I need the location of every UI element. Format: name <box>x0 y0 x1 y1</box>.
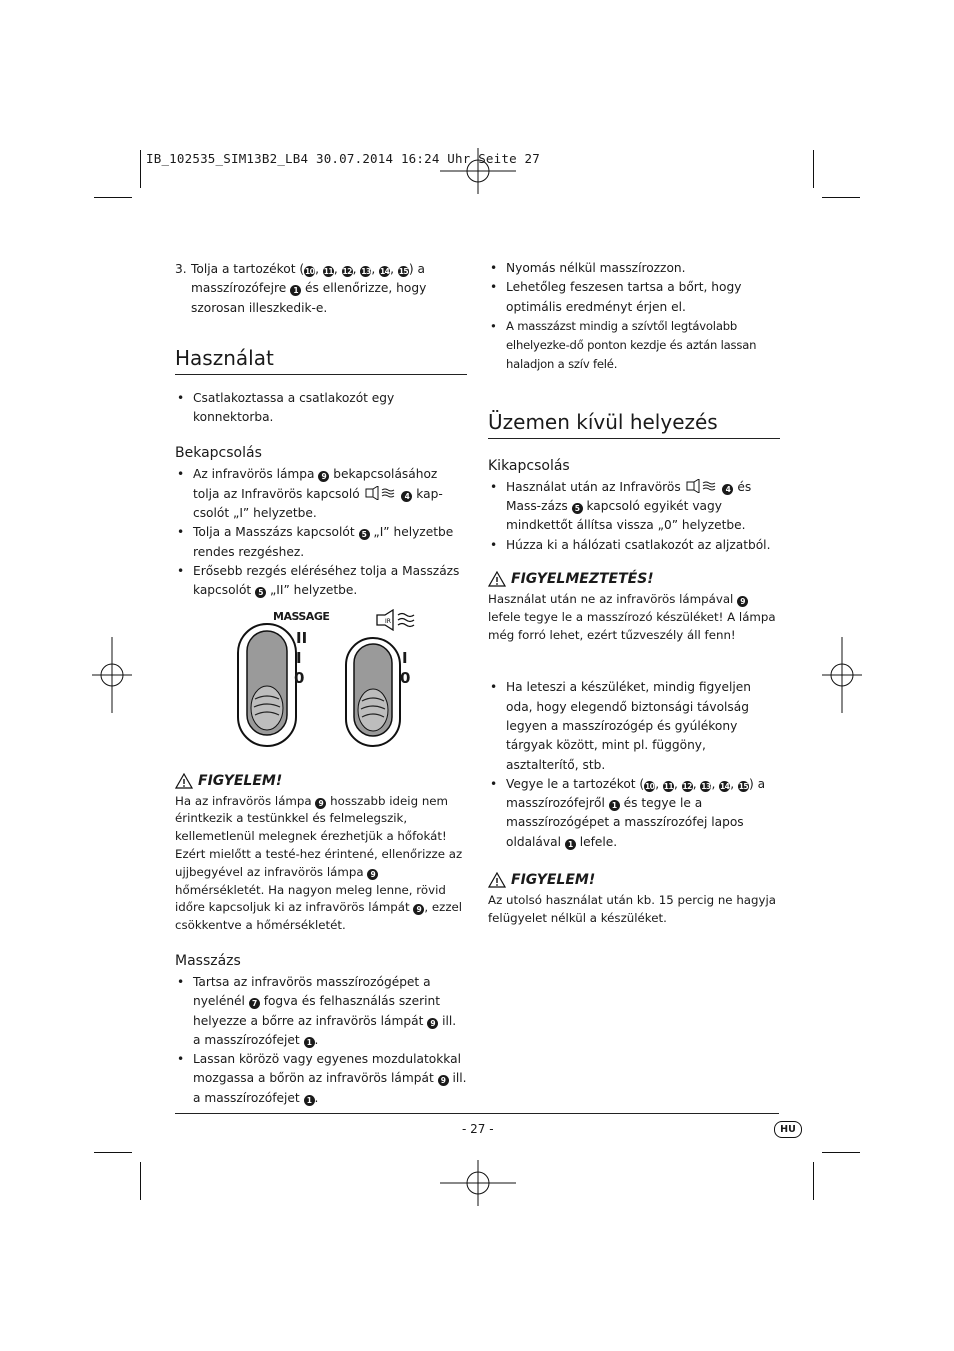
crop-mark <box>94 197 132 198</box>
list-item: • Tartsa az infravörös masszírozógépet a nyelénél 7 fogva és felhasználás szerint helyezze a bőrre az infravörös lámpát 9 ill. a masszírozófejet 1 . <box>175 973 467 1050</box>
list-item: • Nyomás nélkül masszírozzon. <box>488 259 780 278</box>
warning-text: Használat után ne az infravörös lámpával 9 lefele tegye le a masszírozó készüléket! A lámpa még forró lehet, ezért tűzveszély áll fenn! <box>488 591 776 642</box>
warning-text: Ha az infravörös lámpa 9 hosszabb ideig nem érintkezik a testünkkel és felmelegszik, kellemetlenül melegnek érezhetjük a hőfokát! Ezért mielőtt a testé-hez érintené, ellenőrizze az ujjbegyével az infravörös lámpa 9 hőmérsékletét. Ha nagyon meleg lenne, rövid időre kapcsoljuk ki az infravörös lámpát 9 , ezzel csökkentve a hőmérsékletét. <box>175 793 463 933</box>
step-3: 3. Tolja a tartozékot (10, 11, 12, 13, 14, 15) a masszírozófejre 1 és ellenőrizze, hogy szorosan illeszkedik-e. <box>175 262 427 315</box>
crop-mark <box>140 150 141 188</box>
list-item: • Csatlakoztassa a csatlakozót egy konnektorba. <box>175 389 467 428</box>
subsection-title-switch-off: Kikapcsolás <box>488 457 570 474</box>
footer-rule <box>175 1113 779 1114</box>
registration-mark-icon <box>440 1160 516 1206</box>
infrared-symbol-icon <box>375 609 419 631</box>
warning-triangle-icon <box>488 872 506 888</box>
subsection-title-massage: Masszázs <box>175 952 241 969</box>
warning-triangle-icon <box>175 773 193 789</box>
section-title-use: Használat <box>175 345 467 375</box>
crop-mark <box>822 1152 860 1153</box>
page-number: - 27 - <box>462 1122 494 1136</box>
warning-heading: FIGYELMEZTETÉS! <box>488 569 780 589</box>
list-item: • Húzza ki a hálózati csatlakozót az aljzatból. <box>488 536 780 555</box>
registration-mark-icon <box>92 637 132 713</box>
section-title-shutdown: Üzemen kívül helyezés <box>488 409 780 439</box>
list-item: • Vegye le a tartozékot (10, 11, 12, 13, 14, 15) a masszírozófejről 1 és tegye le a masszírozógépet a masszírozófej lapos oldalával 1 lefele. <box>488 775 780 852</box>
position-i-label: I <box>402 648 408 667</box>
crop-mark <box>822 197 860 198</box>
list-item: • Erősebb rezgés eléréséhez tolja a Masszázs kapcsolót 5 „II” helyzetbe. <box>175 562 467 601</box>
warning-text: Az utolsó használat után kb. 15 percig ne hagyja felügyelet nélkül a készüléket. <box>488 893 776 925</box>
warning-heading: FIGYELEM! <box>488 870 780 890</box>
crop-mark <box>94 1152 132 1153</box>
warning-triangle-icon <box>488 571 506 587</box>
infrared-switch-icon <box>343 635 403 749</box>
list-item: • Az infravörös lámpa 9 bekapcsolásához tolja az Infravörös kapcsoló 4 kap-csolót „I” helyzetbe. <box>175 465 467 523</box>
print-slug: IB_102535_SIM13B2_LB4 30.07.2014 16:24 Uhr Seite 27 <box>146 151 541 166</box>
massage-label: MASSAGE <box>273 609 330 623</box>
massage-switch-icon <box>235 621 299 749</box>
position-0-label: 0 <box>294 668 305 687</box>
list-item: • Használat után az Infravörös 4 és Mass-zázs 5 kapcsoló egyikét vagy mindkettőt állítsa vissza „0” helyzetbe. <box>488 478 780 536</box>
list-item: • Lehetőleg feszesen tartsa a bőrt, hogy optimális eredményt érjen el. <box>488 278 780 317</box>
crop-mark <box>140 1162 141 1200</box>
list-item: • A masszázst mindig a szívtől legtávolabb elhelyezke-dő ponton kezdje és aztán lassan haladjon a szív felé. <box>488 317 780 375</box>
language-badge: HU <box>774 1121 802 1138</box>
warning-heading: FIGYELEM! <box>175 771 467 791</box>
ir-label: IR <box>385 617 391 625</box>
registration-mark-icon <box>822 637 862 713</box>
list-item: • Ha leteszi a készüléket, mindig figyeljen oda, hogy elegendő biztonsági távolság legyen a masszírozógép és gyúlékony tárgyak között, mint pl. függöny, asztalterítő, stb. <box>488 678 780 774</box>
position-i-label: I <box>296 648 302 667</box>
infrared-switch-icon <box>364 486 398 500</box>
list-item: • Tolja a Masszázs kapcsolót 5 „I” helyzetbe rendes rezgéshez. <box>175 523 467 562</box>
position-0-label: 0 <box>400 668 411 687</box>
position-ii-label: II <box>296 628 308 647</box>
left-column <box>175 260 467 1108</box>
right-column <box>488 259 780 928</box>
subsection-title-switch-on: Bekapcsolás <box>175 445 262 462</box>
switch-illustration <box>175 607 467 757</box>
crop-mark <box>813 1162 814 1200</box>
infrared-switch-icon <box>685 479 719 493</box>
list-item: • Lassan körözö vagy egyenes mozdulatokkal mozgassa a bőrön az infravörös lámpát 9 ill. a masszírozófejet 1 . <box>175 1050 467 1108</box>
crop-mark <box>813 150 814 188</box>
